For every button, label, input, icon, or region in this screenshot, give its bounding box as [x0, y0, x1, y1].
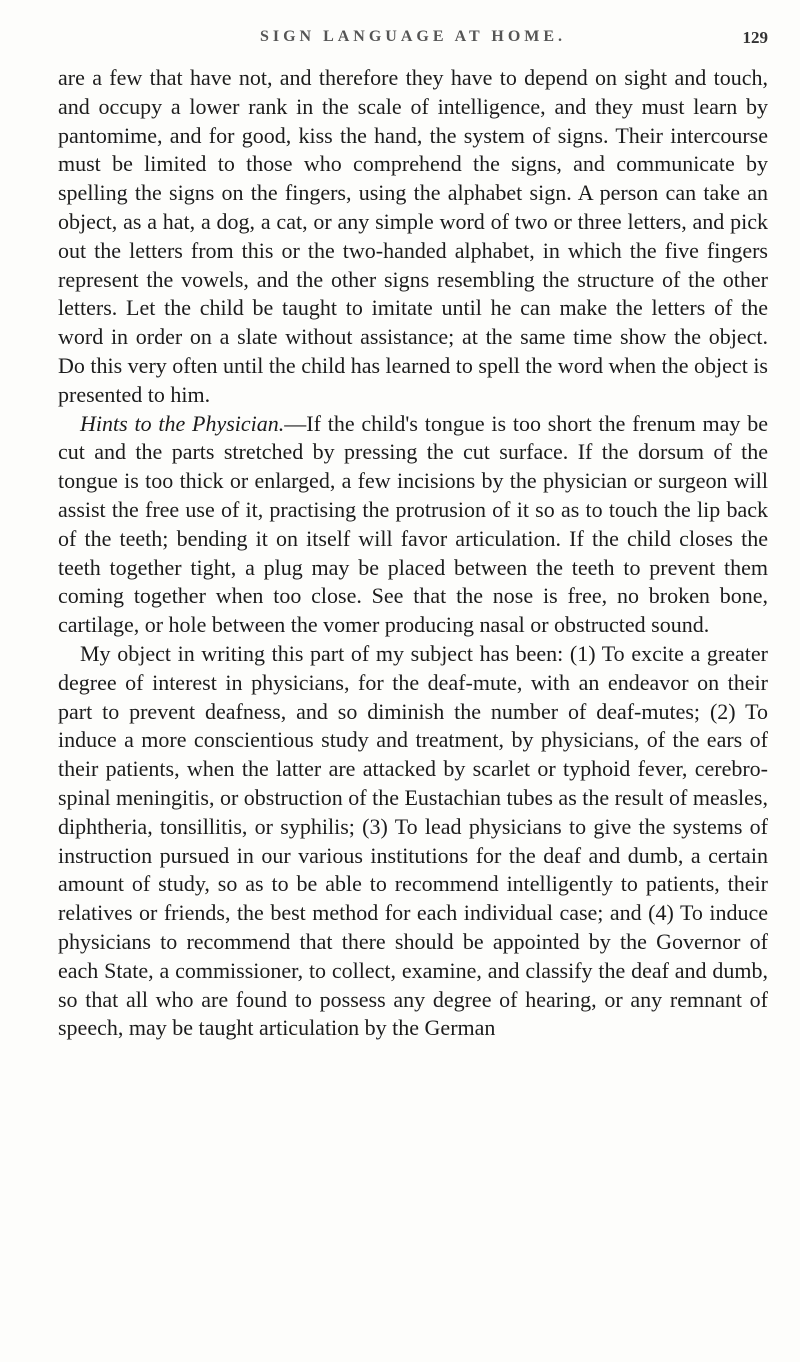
body-text — [58, 64, 768, 1043]
page-number: 129 — [742, 28, 768, 47]
paragraph-hints-to-physician — [58, 410, 768, 640]
hints-heading: Hints to the Physician. — [80, 410, 285, 436]
paragraph-sign-spelling: are a few that have not, and therefore they have to depend on sight and touch, and occupy a lower rank in the scale of intelligence, and they must learn by pantomime, and for good, kiss the hand, the system of signs. Their intercourse must be limited to those who comprehend the signs, and communicate by spelling the signs on the fingers, using the alphabet sign. A person can take an object, as a hat, a dog, a cat, or any simple word of two or three letters, and pick out the letters from this or the two-handed alphabet, in which the five fingers represent the vowels, and the other signs resembling the structure of the other letters. Let the child be taught to imitate until he can make the letters of the word in order on a slate without assistance; at the same time show the object. Do this very often until the child has learned to spell the word when the object is presented to him. — [58, 65, 768, 407]
paragraph-author-objectives: My object in writing this part of my subject has been: (1) To excite a greater degree of interest in physicians, for the deaf-mute, with an endeavor on their part to prevent deafness, and so diminish the number of deaf-mutes; (2) To induce a more conscientious study and treatment, by physicians, of the ears of their patients, when the latter are attacked by scarlet or typhoid fever, cerebro-spinal meningitis, or obstruction of the Eustachian tubes as the result of measles, diphtheria, tonsillitis, or syphilis; (3) To lead physicians to give the systems of instruction pursued in our various institutions for the deaf and dumb, a certain amount of study, so as to be able to recommend intelligently to patients, their relatives or friends, the best method for each individual case; and (4) To induce physicians to recommend that there should be appointed by the Governor of each State, a commissioner, to collect, examine, and classify the deaf and dumb, so that all who are found to possess any degree of hearing, or any remnant of speech, may be taught articulation by the German — [58, 640, 768, 1041]
running-head — [58, 28, 768, 58]
hints-body: —If the child's tongue is too short the frenum may be cut and the parts stretched by pressing the cut surface. If the dorsum of the tongue is too thick or enlarged, a few incisions by the physician or surgeon will assist the free use of it, practising the protrusion of it so as to touch the lip back of the teeth; bending it on itself will favor articulation. If the child closes the teeth together tight, a plug may be placed between the teeth to prevent them coming together when too close. See that the nose is free, no broken bone, cartilage, or hole between the vomer producing nasal or obstructed sound. — [58, 410, 768, 638]
running-title: SIGN LANGUAGE AT HOME. — [259, 28, 567, 45]
